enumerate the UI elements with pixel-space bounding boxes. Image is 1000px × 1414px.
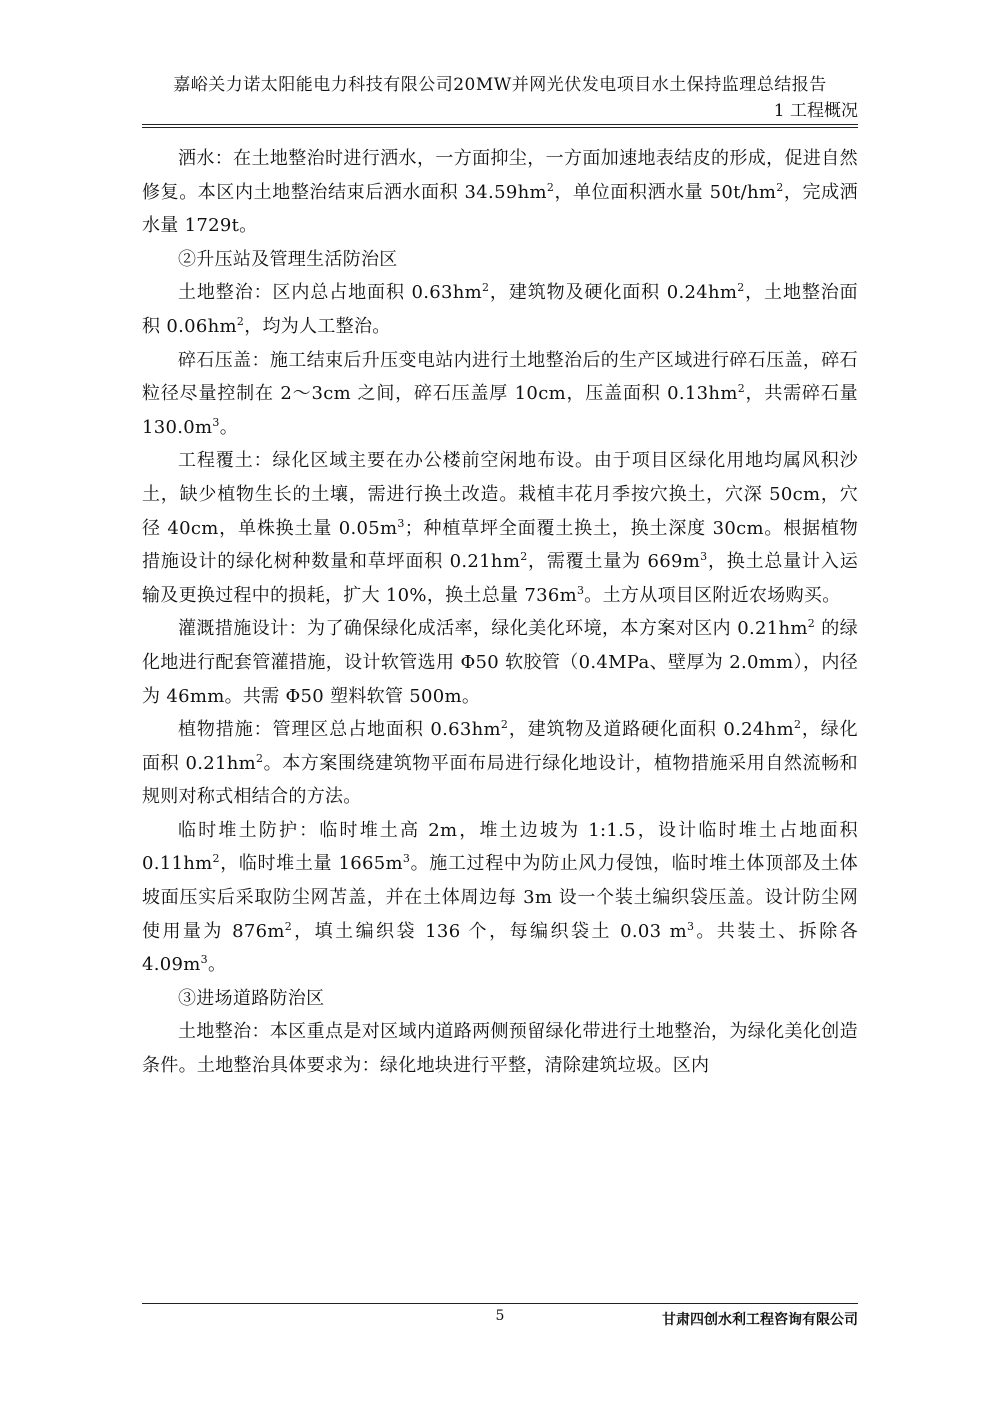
superscript-exponent: 2 — [546, 180, 555, 194]
paragraph-gravel-cover — [142, 344, 858, 445]
superscript-exponent: 2 — [256, 751, 264, 765]
paragraph-text: ②升压站及管理生活防治区 — [178, 248, 398, 270]
paragraph-text: ③进场道路防治区 — [178, 987, 325, 1009]
superscript-exponent: 3 — [212, 415, 220, 429]
paragraph-text: 临时堆土防护：临时堆土高 2m，堆土边坡为 1:1.5，设计临时堆土占地面积 0.11hm — [142, 819, 858, 875]
paragraph-temp-stockpile — [142, 814, 858, 982]
superscript-exponent: 2 — [284, 919, 293, 933]
document-body — [142, 142, 858, 1083]
paragraph-text: ，建筑物及道路硬化面积 0.24hm — [508, 719, 794, 741]
paragraph-text: ，完成洒水量 1729t。 — [142, 181, 858, 237]
superscript-exponent: 2 — [500, 718, 509, 732]
paragraph-soil-cover — [142, 444, 858, 612]
subsection-heading-booster-station — [142, 243, 858, 277]
superscript-exponent: 3 — [576, 583, 585, 597]
paragraph-text: ，单位面积洒水量 50t/hm — [554, 181, 777, 203]
paragraph-text: 。共装土、拆除各 4.09m — [142, 920, 858, 976]
paragraph-text: ，土地整治面积 0.06hm — [142, 282, 858, 337]
superscript-exponent: 2 — [737, 382, 746, 396]
paragraph-text: 植物措施：管理区总占地面积 0.63hm — [178, 719, 501, 741]
paragraph-text: ，均为人工整治。 — [244, 315, 391, 337]
paragraph-sprinkling — [142, 142, 858, 243]
superscript-exponent: 2 — [482, 281, 490, 295]
superscript-exponent: 2 — [236, 314, 245, 328]
paragraph-text: ，换土总量计入运输及更换过程中的损耗，扩大 10%，换土总量 736m — [142, 551, 858, 606]
paragraph-text: ，建筑物及硬化面积 0.24hm — [489, 282, 738, 304]
footer-company: 甘肃四创水利工程咨询有限公司 — [662, 1312, 858, 1328]
paragraph-text: ，填土编织袋 136 个，每编织袋土 0.03 m — [292, 920, 687, 942]
paragraph-text: 土地整治：区内总占地面积 0.63hm — [178, 282, 483, 304]
paragraph-text: 土地整治：本区重点是对区域内道路两侧预留绿化带进行土地整治，为绿化美化创造条件。土地整治具体要求为：绿化地块进行平整，清除建筑垃圾。区内 — [142, 1021, 858, 1077]
paragraph-text: ，共需碎石量 130.0m — [142, 383, 858, 438]
paragraph-text: 洒水：在土地整治时进行洒水，一方面抑尘，一方面加速地表结皮的形成，促进自然修复。本区内土地整治结束后洒水面积 34.59hm — [142, 148, 858, 203]
section-label: 1 工程概况 — [773, 101, 858, 121]
paragraph-text: 工程覆土：绿化区域主要在办公楼前空闲地布设。由于项目区绿化用地均属风积沙土，缺少植物生长的土壤，需进行换土改造。栽植丰花月季按穴换土，穴深 50cm，穴径 40cm，单株换土量 0.05m — [142, 450, 858, 539]
superscript-exponent: 3 — [700, 550, 708, 564]
paragraph-road-land-grading — [142, 1015, 858, 1082]
superscript-exponent: 2 — [520, 550, 528, 564]
superscript-exponent: 3 — [686, 919, 695, 933]
paragraph-irrigation — [142, 612, 858, 713]
paragraph-text: 。本方案围绕建筑物平面布局进行绿化地设计，植物措施采用自然流畅和规则对称式相结合的方法。 — [142, 752, 858, 808]
superscript-exponent: 2 — [737, 281, 745, 295]
report-title: 嘉峪关力诺太阳能电力科技有限公司20MW并网光伏发电项目水土保持监理总结报告 — [173, 75, 827, 95]
superscript-exponent: 2 — [807, 617, 816, 631]
paragraph-text: 。 — [219, 416, 239, 438]
paragraph-text: 碎石压盖：施工结束后升压变电站内进行土地整治后的生产区域进行碎石压盖，碎石粒径尽量控制在 2～3cm 之间，碎石压盖厚 10cm，压盖面积 0.13hm — [142, 349, 858, 405]
superscript-exponent: 3 — [200, 953, 208, 967]
paragraph-text: ，需覆土量为 669m — [527, 551, 701, 573]
superscript-exponent: 2 — [776, 180, 784, 194]
footer-divider — [142, 1303, 858, 1304]
paragraph-text: 的绿化地进行配套管灌措施，设计软管选用 Φ50 软胶管（0.4MPa、壁厚为 2.0mm），内径为 46mm。共需 Φ50 塑料软管 500m。 — [142, 618, 859, 707]
paragraph-text: 灌溉措施设计：为了确保绿化成活率，绿化美化环境，本方案对区内 0.21hm — [178, 618, 808, 640]
superscript-exponent: 2 — [793, 718, 802, 732]
paragraph-planting — [142, 713, 858, 814]
paragraph-text: 。 — [207, 954, 227, 976]
paragraph-text: 。土方从项目区附近农场购买。 — [584, 584, 841, 606]
header-divider-secondary — [142, 127, 858, 128]
superscript-exponent: 3 — [402, 852, 411, 866]
paragraph-text: ；种植草坪全面覆土换土，换土深度 30cm。根据植物措施设计的绿化树种数量和草坪面积 0.21hm — [142, 517, 858, 573]
paragraph-text: ，临时堆土量 1665m — [219, 853, 403, 875]
paragraph-text: 。施工过程中为防止风力侵蚀，临时堆土体顶部及土体坡面压实后采取防尘网苫盖，并在土体周边每 3m 设一个装土编织袋压盖。设计防尘网使用量为 876m — [142, 853, 858, 942]
paragraph-land-grading — [142, 276, 858, 343]
page-number: 5 — [495, 1308, 505, 1324]
superscript-exponent: 3 — [397, 516, 405, 530]
subsection-heading-access-road — [142, 982, 858, 1016]
superscript-exponent: 2 — [212, 852, 220, 866]
header-divider — [142, 124, 858, 125]
paragraph-text: ，绿化面积 0.21hm — [142, 719, 858, 774]
page-header — [142, 72, 858, 124]
